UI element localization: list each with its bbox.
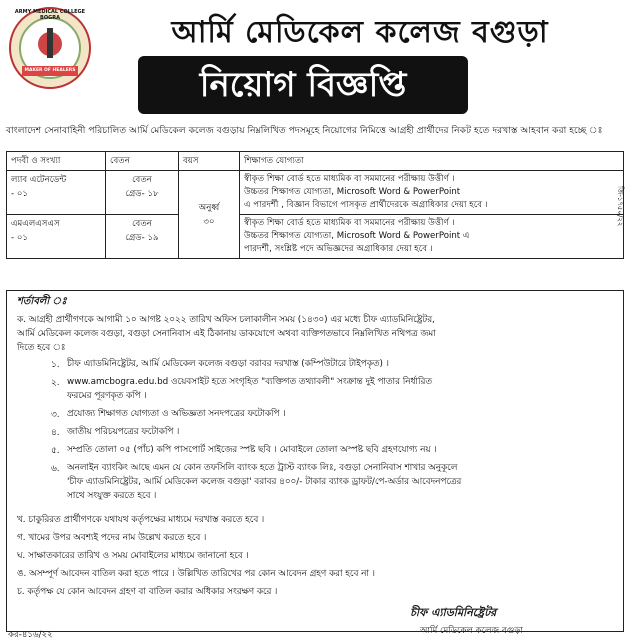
pay-label: বেতন	[132, 219, 152, 229]
condition-ga: গ. খামের উপর অবশ্যই পদের নাম উল্লেখ করতে হবে ।	[17, 533, 207, 543]
document-item: চীফ এ্যাডমিনিষ্ট্রেটর, আর্মি মেডিকেল কলেজ বগুড়া বরাবর দরখাস্ত (কম্পিউটারে টাইপকৃত) ।	[67, 359, 389, 369]
pay-grade: গ্রেড- ১৯	[125, 233, 159, 243]
post-name: ল্যাব এটেনডেন্ট	[11, 175, 67, 185]
document-item: www.amcbogra.edu.bd ওয়েবসাইট হতে সংগৃহিত "ব্যক্তিগত তথ্যাবলী" সংক্রান্ত দুই পাতার নির্ধারিত	[67, 377, 432, 387]
table-header-row	[7, 152, 624, 171]
pay-label: বেতন	[132, 175, 152, 185]
college-logo	[8, 6, 92, 90]
document-item: অনলাইন ব্যাংকিং আছে এমন যে কোন তফসিলি ব্যাংক হতে ট্রাস্ট ব্যাংক লিঃ, বগুড়া সেনানিবাস শাখার অনুকূলে	[67, 463, 458, 473]
item-number: ২.	[51, 378, 60, 388]
item-number: ৬.	[51, 464, 60, 474]
reference-code: কর-৪১৬/২২	[8, 630, 53, 640]
document-item: সম্প্রতি তোলা ০৫ (পাঁচ) কপি পাসপোর্ট সাইজের স্পষ্ট ছবি । মোবাইলে তোলা অস্পষ্ট ছবি গ্রহণযোগ্য নয় ।	[67, 445, 437, 455]
signer-title: চীফ এ্যাডমিনিষ্ট্রেটর	[410, 606, 497, 619]
condition-ka-line3: দিতে হবে ঃ	[17, 343, 66, 353]
post-name: এমএলএসএস	[11, 219, 60, 229]
qualification-line: উচ্চতর শিক্ষাগত যোগ্যতা, Microsoft Word & PowerPoint এ	[244, 231, 470, 241]
header-age: বয়স	[179, 152, 240, 171]
item-number: ৪.	[51, 428, 60, 438]
qualification-line: এ পারদর্শী , বিজ্ঞান বিভাগে পাসকৃত প্রার্থীদেরকে অগ্রাধিকার দেয়া হবে ।	[244, 200, 488, 210]
condition-ka-line2: আর্মি মেডিকেল কলেজ বগুড়া, বগুড়া সেনানিবাস এই ঠিকানায় ডাকযোগে অথবা ব্যক্তিগতভাবে নিম্নলিখিত নথিপত্র জমা	[17, 329, 436, 339]
item-number: ১.	[51, 360, 60, 370]
logo-text: ARMY MEDICAL COLLEGE BOGRA	[14, 9, 86, 21]
post-count: - ০১	[11, 189, 28, 199]
item-number: ৩.	[51, 410, 60, 420]
condition-cha: চ. কর্তৃপক্ষ যে কোন আবেদন গ্রহণ বা বাতিল করার অধিকার সংরক্ষণ করে ।	[17, 587, 278, 597]
document-item-cont: সাথে সংযুক্ত করতে হবে ।	[67, 491, 157, 501]
header-qualification: শিক্ষাগত যোগ্যতা	[240, 152, 624, 171]
intro-text: বাংলাদেশ সেনাবাহিনী পরিচালিত আর্মি মেডিকেল কলেজ বগুড়ায় নিম্নলিখিত পদসমূহে নিয়োগের নিমিত্তে আগ্রহী প্রার্থীদের নিকট হতে দরখাস্ত আহবান করা হচ্ছে ঃ	[6, 125, 603, 136]
age-value: ৩০	[203, 216, 215, 227]
table-row	[7, 171, 624, 215]
document-item-cont: ফরমের পূরণকৃত কপি ।	[67, 391, 147, 401]
item-number: ৫.	[51, 446, 60, 456]
post-count: - ০১	[11, 233, 28, 243]
logo-motto: MAKER OF HEALERS	[24, 68, 76, 73]
header-post: পদবী ও সংখ্যা	[7, 152, 106, 171]
document-item-cont: 'চীফ এ্যাডমিনিষ্ট্রেটর, আর্মি মেডিকেল কলেজ বগুড়া' বরাবর ৪০০/- টাকার ব্যাংক ড্রাফট/পে-অর্ডার আবেদনপত্রের	[67, 477, 462, 487]
conditions-heading: শর্তাবলী ঃ	[17, 296, 67, 307]
condition-ka: ক. আগ্রহী প্রার্থীগণকে আগামী ১০ আগষ্ট ২০২২ তারিখ অফিস চলাকালীন সময় (১৪৩০) এর মধ্যে চীফ এ্যাডমিনিষ্ট্রেটর,	[17, 315, 435, 325]
condition-gha: ঘ. সাক্ষাতকারের তারিখ ও সময় মোবাইলের মাধ্যমে জানানো হবে ।	[17, 551, 249, 561]
condition-uo: ঙ. অসম্পূর্ণ আবেদন বাতিল করা হতে পারে । উল্লিখিত তারিখের পর কোন আবেদন গ্রহণ করা হবে না ।	[17, 569, 375, 579]
age-label: অনুর্ধ্ব	[198, 202, 220, 213]
notice-banner: নিয়োগ বিজ্ঞপ্তি	[138, 56, 468, 114]
signer-organization: আর্মি মেডিকেল কলেজ বগুড়া	[420, 626, 523, 636]
condition-kha: খ. চাকুরিরত প্রার্থীগণকে যথাযথ কর্তৃপক্ষের মাধ্যমে দরখাস্ত করতে হবে ।	[17, 515, 265, 525]
qualification-line: পারদর্শী, সংশ্লিষ্ট পদে অভিজ্ঞদের অগ্রাধিকার দেয়া হবে ।	[244, 244, 433, 254]
pay-grade: গ্রেড- ১৮	[125, 189, 159, 199]
header-pay: বেতন	[106, 152, 179, 171]
conditions-box	[6, 290, 624, 632]
document-item: জাতীয় পরিচয়পত্রের ফটোকপি ।	[67, 427, 180, 437]
institution-title: আর্মি মেডিকেল কলেজ বগুড়া	[171, 15, 549, 50]
qualification-line: স্বীকৃত শিক্ষা বোর্ড হতে মাধ্যমিক বা সমমানের পরীক্ষায় উত্তীর্ণ ।	[244, 174, 455, 184]
posts-table	[6, 151, 624, 259]
qualification-line: স্বীকৃত শিক্ষা বোর্ড হতে মাধ্যমিক বা সমমানের পরীক্ষায় উত্তীর্ণ ।	[244, 218, 455, 228]
table-row	[7, 215, 624, 259]
qualification-line: উচ্চতর শিক্ষাগত যোগ্যতা, Microsoft Word & PowerPoint	[244, 187, 461, 197]
side-reference-code: জি-১৭৫০/২২	[616, 186, 624, 227]
document-item: প্রযোজ্য শিক্ষাগত যোগ্যতা ও অভিজ্ঞতা সনদপত্রের ফটোকপি ।	[67, 409, 286, 419]
